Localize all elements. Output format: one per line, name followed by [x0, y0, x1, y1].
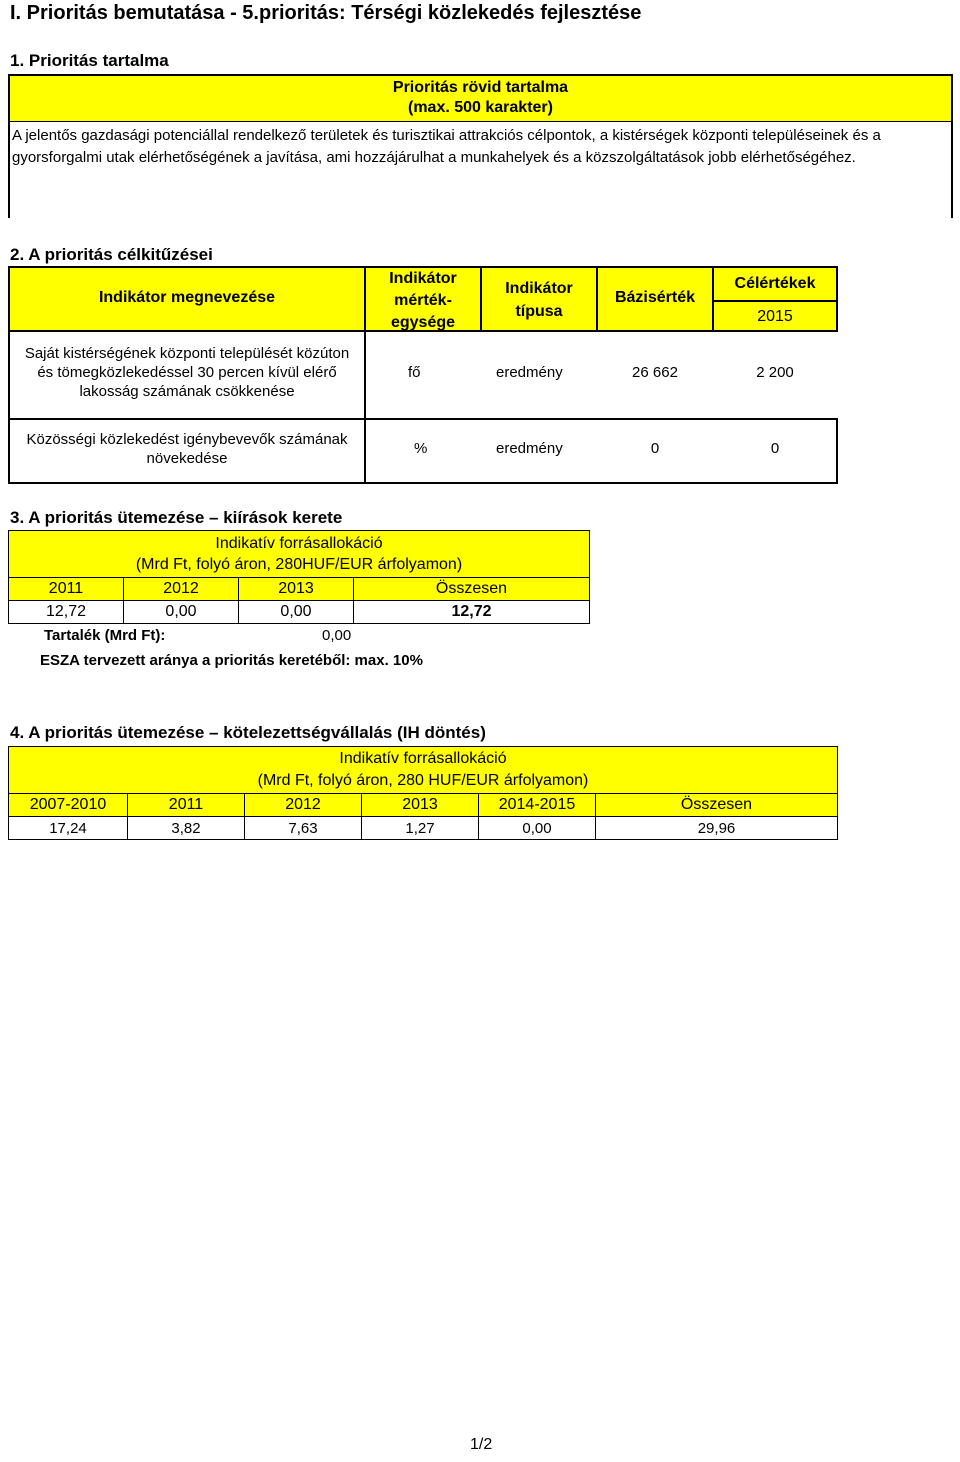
header-target-year: 2015 [712, 300, 838, 332]
reserve-label: Tartalék (Mrd Ft): [44, 627, 166, 644]
table-row: Saját kistérségének központi települését közúton és tömegközlekedéssel 30 percen kívül elérő lakosság számának csökkenése [8, 332, 366, 418]
section3-heading: 3. A prioritás ütemezése – kiírások kerete [10, 508, 343, 527]
esza-note: ESZA tervezett aránya a prioritás keretéből: max. 10% [40, 652, 423, 669]
indicator-table [8, 266, 838, 484]
row1-type: eredmény [496, 364, 563, 381]
header-target-values: Célértékek [712, 266, 838, 302]
row1-base: 26 662 [632, 364, 678, 381]
table-row: 2007-2010 2011 2012 2013 2014-2015 Összesen [9, 794, 838, 817]
row1-unit: fő [408, 364, 421, 381]
header-indicator-type: Indikátor típusa [480, 266, 598, 332]
row2-type: eredmény [496, 440, 563, 457]
priority-content-text: A jelentős gazdasági potenciállal rendelkező területek és turisztikai attrakciós célpontok, a kistérségek központi településeinek és a gyorsforgalmi utak elérhetőségének a javítása, ami hozzájárulhat a munkahelyek és a közszolgáltatások jobb elérhetőségéhez. [12, 127, 881, 166]
row2-target: 0 [770, 440, 780, 457]
priority-content-header [10, 76, 951, 122]
row2-base: 0 [650, 440, 660, 457]
table-row: Közösségi közlekedést igénybevevők számának növekedése [8, 418, 366, 484]
priority-content-header-line1: Prioritás rövid tartalma [392, 79, 569, 96]
commitment-table [8, 793, 838, 840]
allocation-header: Indikatív forrásallokáció (Mrd Ft, folyó áron, 280HUF/EUR árfolyamon) [8, 530, 590, 578]
reserve-value: 0,00 [322, 627, 352, 644]
priority-content-box [8, 74, 953, 218]
page-number: 1/2 [470, 1436, 493, 1453]
table-row: 12,72 0,00 0,00 12,72 [9, 601, 590, 624]
header-base-value: Bázisérték [596, 266, 714, 332]
priority-content-header-line2: (max. 500 karakter) [408, 99, 553, 116]
section2-heading: 2. A prioritás célkitűzései [10, 245, 213, 264]
page-title: I. Prioritás bemutatása - 5.prioritás: Térségi közlekedés fejlesztése [10, 2, 642, 24]
row1-target: 2 200 [756, 364, 794, 381]
table-row: 2011 2012 2013 Összesen [9, 578, 590, 601]
row2-unit: % [414, 440, 428, 457]
table-row: 17,24 3,82 7,63 1,27 0,00 29,96 [9, 817, 838, 840]
allocation-table [8, 577, 590, 624]
header-indicator-name: Indikátor megnevezése [8, 266, 366, 332]
section4-heading: 4. A prioritás ütemezése – kötelezettségvállalás (IH döntés) [10, 723, 486, 742]
section1-heading: 1. Prioritás tartalma [10, 51, 169, 70]
header-indicator-unit: Indikátor mérték- egysége [364, 266, 482, 332]
commitment-header: Indikatív forrásallokáció (Mrd Ft, folyó áron, 280 HUF/EUR árfolyamon) [8, 746, 838, 794]
